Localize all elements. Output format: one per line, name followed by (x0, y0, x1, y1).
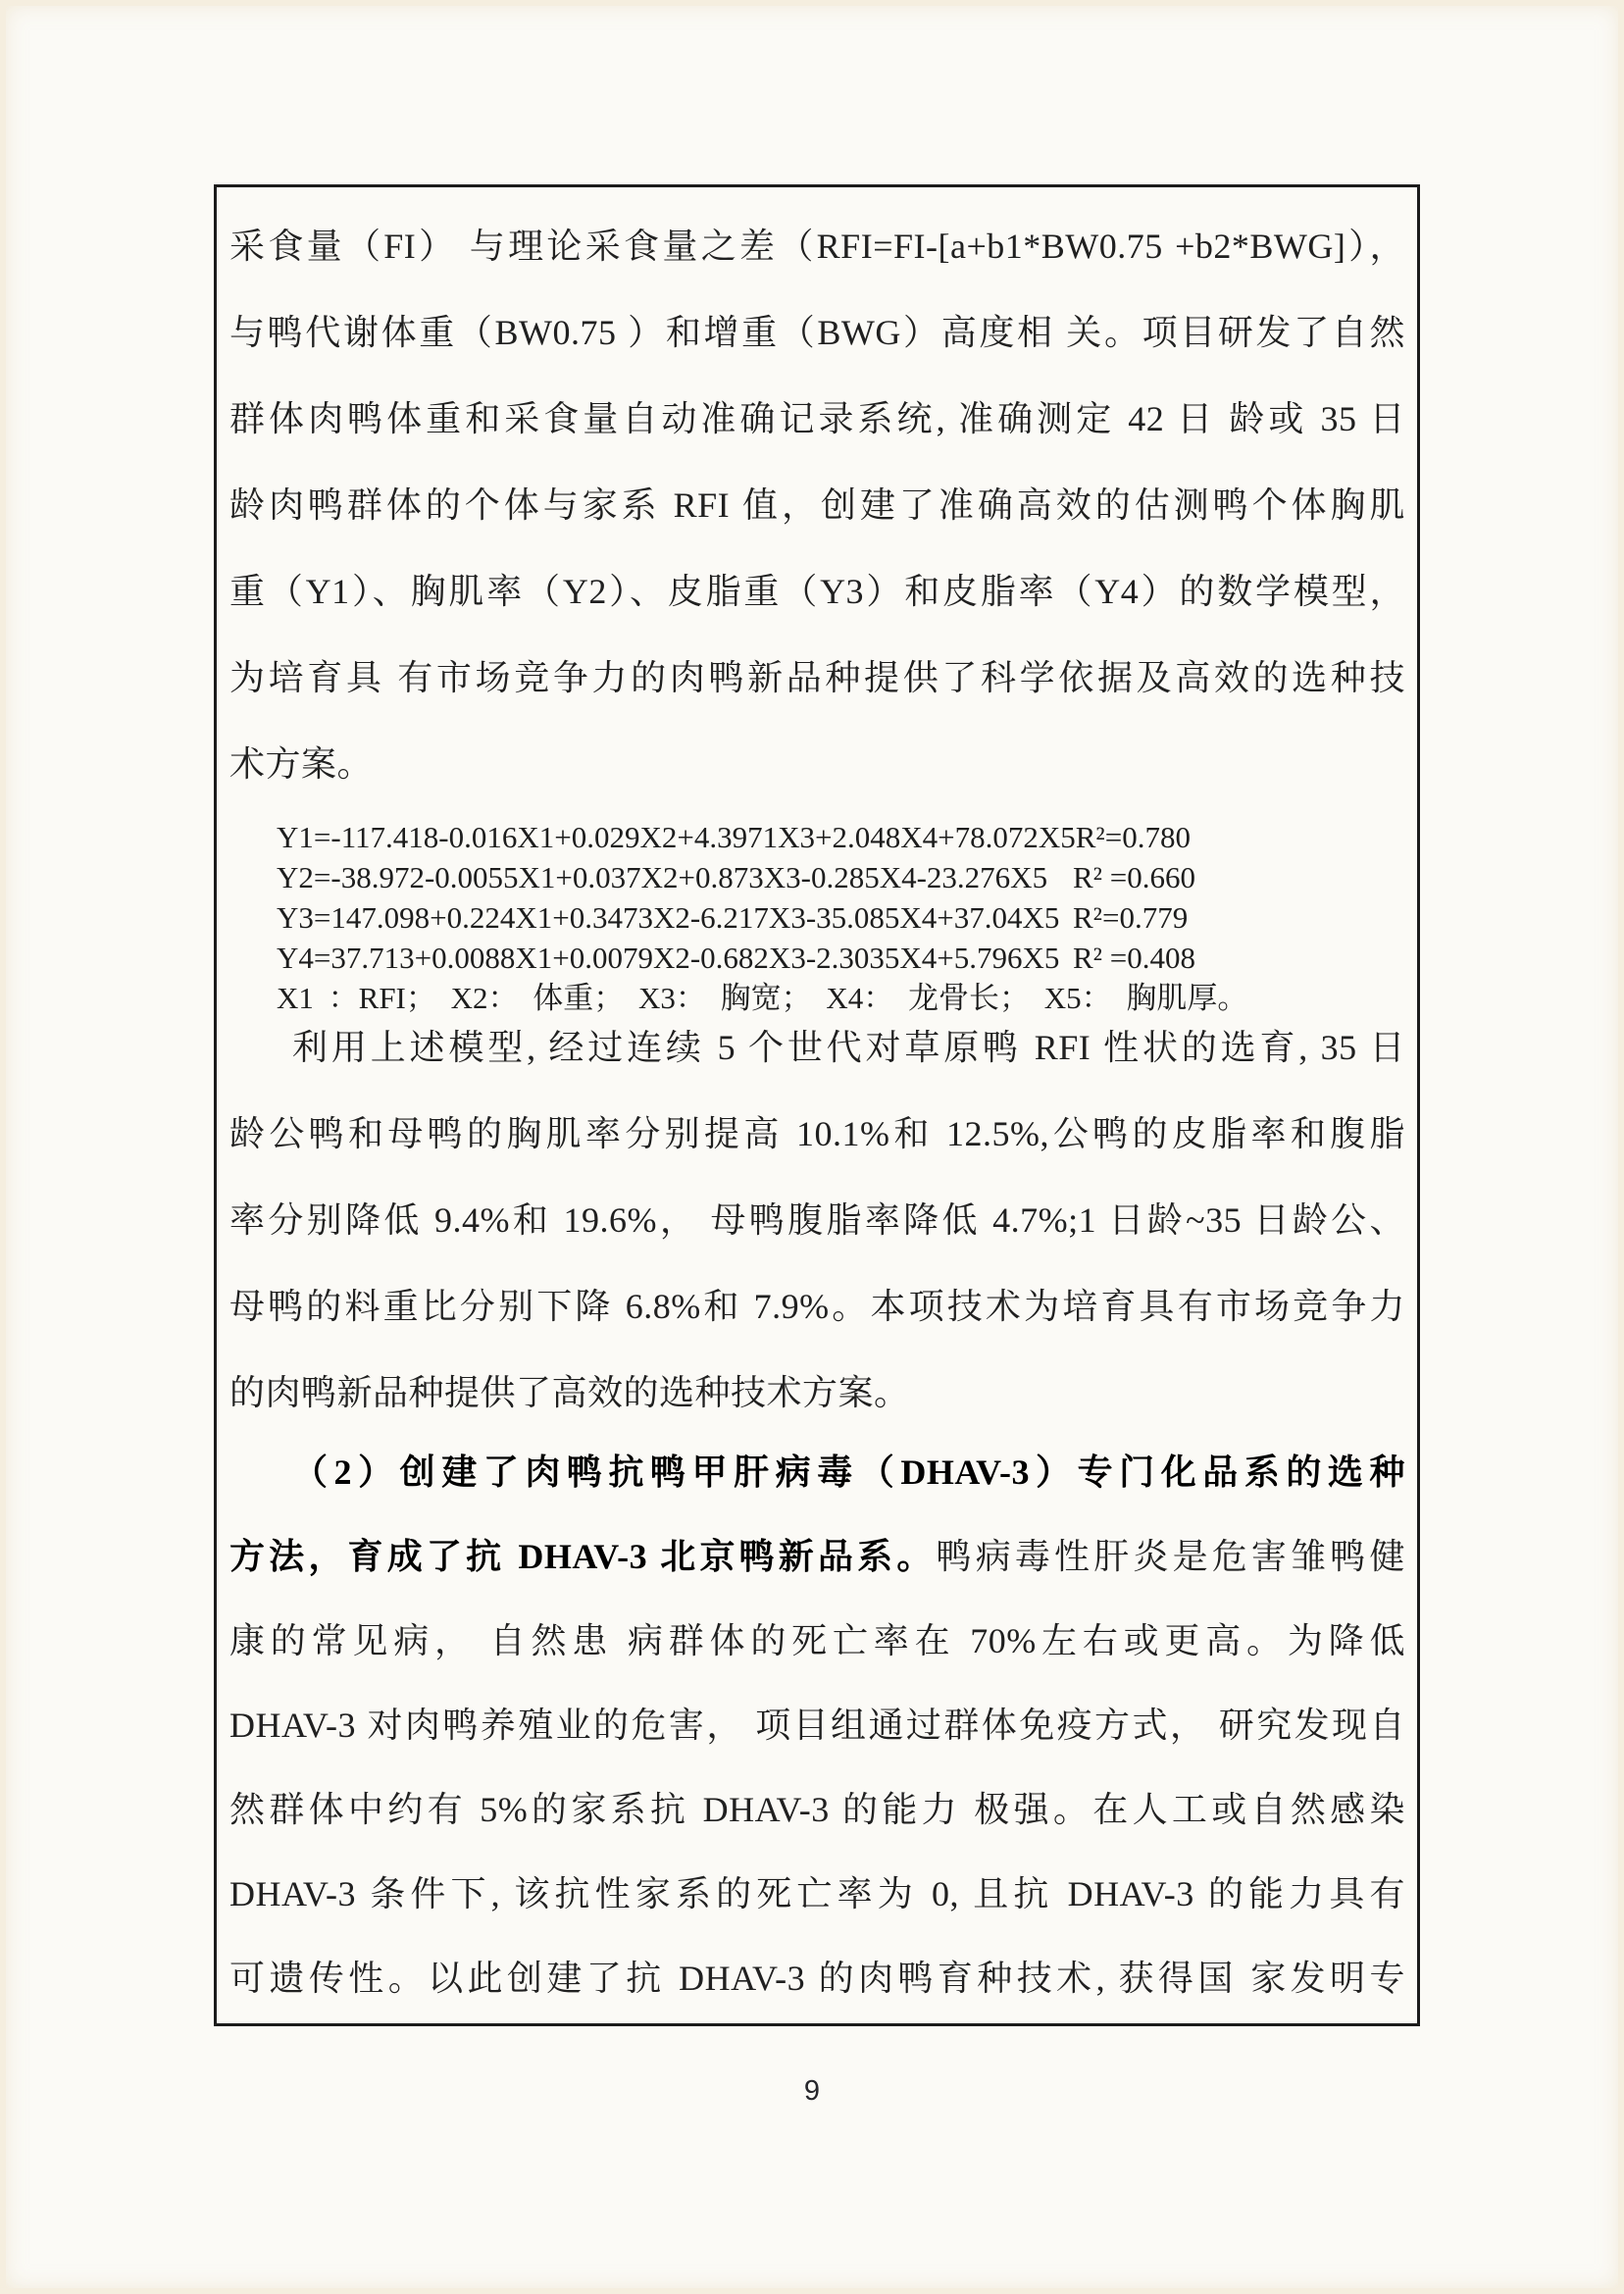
body-text: 然群体中约有 5%的家系抗 DHAV-3 的能力 极强。在人工或自然感染 (229, 1790, 1405, 1829)
text-line: 的肉鸭新品种提供了高效的选种技术方案。 (229, 1373, 910, 1412)
heading-bold-text: 方法，育成了抗 DHAV-3 北京鸭新品系。 (229, 1537, 937, 1576)
formula-r-squared: R² =0.408 (1073, 941, 1195, 975)
text-line (229, 1683, 1405, 1767)
formula-r-squared: R²=0.780 (1075, 820, 1191, 854)
formula-row (277, 817, 1405, 857)
heading-bold-text: （2）创建了肉鸭抗鸭甲肝病毒（DHAV-3）专门化品系的选种 (292, 1453, 1405, 1492)
body-text: 可遗传性。以此创建了抗 DHAV-3 的肉鸭育种技术, 获得国 家发明专 (229, 1959, 1405, 1998)
text-line: 率分别降低 9.4%和 19.6%， 母鸭腹脂率降低 4.7%;1 日龄~35 日龄公、 (229, 1200, 1405, 1240)
body-text: 鸭病毒性肝炎是危害雏鸭健 (936, 1537, 1405, 1576)
text-line (229, 1852, 1405, 1936)
text-line (229, 1599, 1405, 1683)
text-line (229, 1430, 1405, 1514)
text-line: 母鸭的料重比分别下降 6.8%和 7.9%。本项技术为培育具有市场竞争力 (229, 1287, 1405, 1326)
section-2-dhav (229, 1430, 1405, 2020)
text-line (229, 1514, 1405, 1599)
formula-equation: Y1=-117.418-0.016X1+0.029X2+4.3971X3+2.048X4+78.072X5 (277, 820, 1076, 854)
body-text: DHAV-3 对肉鸭养殖业的危害， 项目组通过群体免疫方式， 研究发现自 (229, 1706, 1405, 1745)
formula-r-squared: R²=0.779 (1073, 900, 1189, 935)
paragraph-selection-results (229, 1004, 1405, 1436)
text-line: 龄公鸭和母鸭的胸肌率分别提高 10.1%和 12.5%,公鸭的皮脂率和腹脂 (229, 1114, 1405, 1153)
text-line (229, 1936, 1405, 2020)
formula-row (277, 938, 1405, 978)
text-frame (214, 184, 1420, 2026)
formula-equation: Y2=-38.972-0.0055X1+0.037X2+0.873X3-0.285X4-23.276X5 (277, 860, 1048, 894)
text-line: 术方案。 (229, 744, 374, 784)
body-text: DHAV-3 条件下, 该抗性家系的死亡率为 0, 且抗 DHAV-3 的能力具有 (229, 1874, 1405, 1913)
text-line: 利用上述模型, 经过连续 5 个世代对草原鸭 RFI 性状的选育, 35 日 (292, 1028, 1405, 1067)
document-content (229, 203, 1405, 2020)
body-text: 康的常见病， 自然患 病群体的死亡率在 70%左右或更高。为降低 (229, 1621, 1405, 1660)
text-line: 与鸭代谢体重（BW0.75 ）和增重（BWG）高度相 关。项目研发了自然 (229, 313, 1405, 352)
formula-r-squared: R² =0.660 (1073, 860, 1195, 894)
formula-equation: Y4=37.713+0.0088X1+0.0079X2-0.682X3-2.3035X4+5.796X5 (277, 941, 1060, 975)
text-line: 龄肉鸭群体的个体与家系 RFI 值，创建了准确高效的估测鸭个体胸肌 (229, 485, 1405, 525)
page-number: 9 (803, 2075, 821, 2107)
variable-definitions: X1 ：RFI； X2： 体重； X3： 胸宽； X4： 龙骨长； X5： 胸肌厚。 (277, 981, 1248, 1015)
text-line: 重（Y1）、胸肌率（Y2）、皮脂重（Y3）和皮脂率（Y4）的数学模型， (229, 572, 1405, 611)
formula-row (277, 897, 1405, 938)
formula-row (277, 857, 1405, 897)
text-line: 群体肉鸭体重和采食量自动准确记录系统, 准确测定 42 日 龄或 35 日 (229, 399, 1405, 438)
formula-equation: Y3=147.098+0.224X1+0.3473X2-6.217X3-35.085X4+37.04X5 (277, 900, 1060, 935)
regression-formula-block (229, 817, 1405, 1018)
text-line: 采食量（FI） 与理论采食量之差（RFI=FI-[a+b1*BW0.75 +b2*BWG]）， (229, 227, 1405, 266)
text-line (229, 1767, 1405, 1852)
text-line: 为培育具 有市场竞争力的肉鸭新品种提供了科学依据及高效的选种技 (229, 658, 1405, 697)
paragraph-rfi-model (229, 203, 1405, 807)
